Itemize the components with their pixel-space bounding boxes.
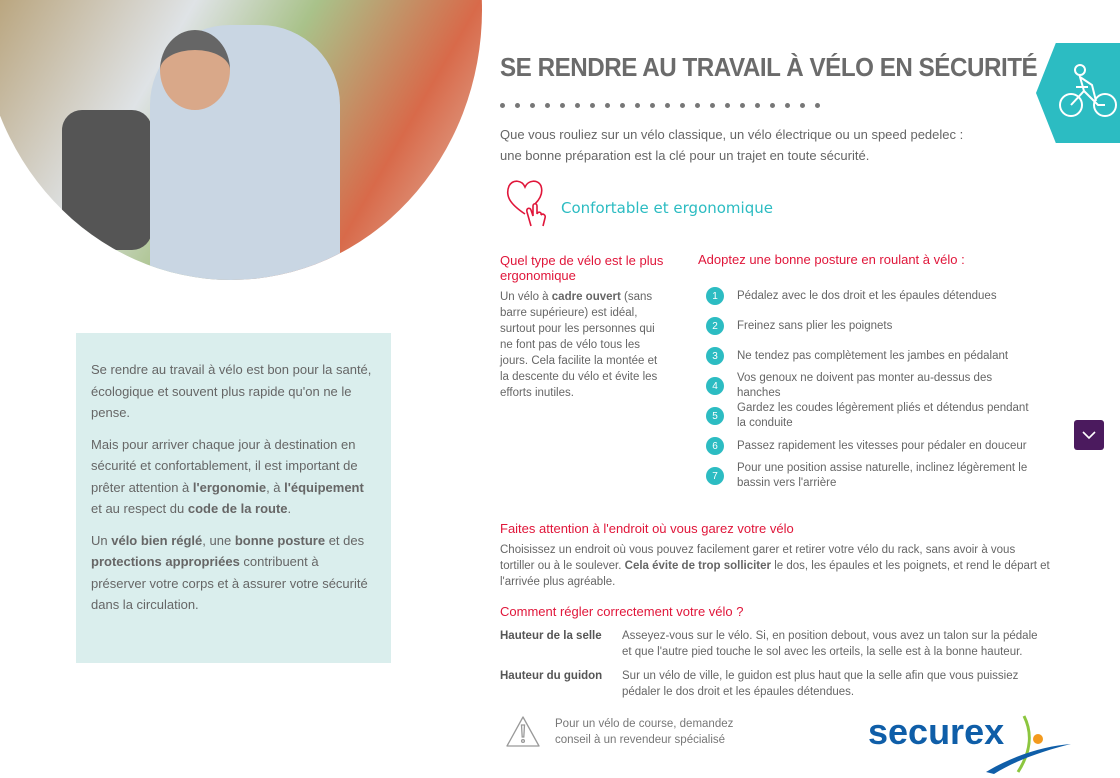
adjust-heading: Comment régler correctement votre vélo ? xyxy=(500,604,744,619)
step-text: Passez rapidement les vitesses pour pédaler en douceur xyxy=(737,439,1027,452)
posture-step xyxy=(698,341,1038,371)
adjust-row-saddle: Hauteur de la selle Asseyez-vous sur le vélo. Si, en position debout, vous avez un talon sur la pédale et que l'autre pied touche le sol avec les orteils, la selle est à la bonne hauteur. xyxy=(500,630,1038,658)
page-title: SE RENDRE AU TRAVAIL À VÉLO EN SÉCURITÉ xyxy=(500,52,1038,82)
summary-p2: Mais pour arriver chaque jour à destination en sécurité et confortablement, il est important de prêter attention à l'ergonomie, à l'équipement et au respect du code de la route. xyxy=(91,436,364,516)
posture-heading: Adoptez une bonne posture en roulant à vélo : xyxy=(698,252,965,267)
step-text: Gardez les coudes légèrement pliés et détendus pendant la conduite xyxy=(737,402,1029,429)
posture-section xyxy=(698,252,1038,491)
dot-divider xyxy=(500,103,820,108)
posture-step xyxy=(698,371,1038,401)
section-header xyxy=(505,178,773,228)
summary-p1: Se rendre au travail à vélo est bon pour la santé, écologique et souvent plus rapide qu'on ne le pense. xyxy=(91,362,372,420)
backpack xyxy=(62,110,152,250)
adjust-section xyxy=(500,604,1050,700)
bike-type-heading: Quel type de vélo est le plus ergonomique xyxy=(500,253,664,283)
summary-box xyxy=(76,333,391,663)
bike-type-section xyxy=(500,253,665,401)
warning-note: Pour un vélo de course, demandez conseil à un revendeur spécialisé xyxy=(505,715,733,749)
cyclist-photo xyxy=(0,0,482,280)
posture-step xyxy=(698,281,1038,311)
svg-text:securex: securex xyxy=(868,711,1005,752)
helmet-head xyxy=(160,30,230,110)
section-heading: Confortable et ergonomique xyxy=(561,199,773,217)
step-text: Freinez sans plier les poignets xyxy=(737,319,893,332)
posture-step xyxy=(698,431,1038,461)
step-text: Ne tendez pas complètement les jambes en pédalant xyxy=(737,349,1009,362)
next-page-button[interactable] xyxy=(1074,420,1104,450)
step-number: 7 xyxy=(706,467,724,485)
step-number: 6 xyxy=(706,437,724,455)
step-text: Pédalez avec le dos droit et les épaules détendues xyxy=(737,289,997,302)
parking-section xyxy=(500,521,1050,590)
posture-step xyxy=(698,461,1038,491)
posture-step xyxy=(698,311,1038,341)
parking-heading: Faites attention à l'endroit où vous garez votre vélo xyxy=(500,521,794,536)
intro-text: Que vous rouliez sur un vélo classique, un vélo électrique ou un speed pedelec : une bonne préparation est la clé pour un trajet en toute sécurité. xyxy=(500,127,964,163)
adjust-row-handlebar: Hauteur du guidon Sur un vélo de ville, le guidon est plus haut que la selle afin que vous puissiez pédaler le dos droit et les épaules détendues. xyxy=(500,670,1019,698)
step-text: Pour une position assise naturelle, inclinez légèrement le bassin vers l'arrière xyxy=(737,462,1028,489)
bike-type-text: Un vélo à cadre ouvert (sans barre supérieure) est idéal, surtout pour les personnes qui ne font pas de vélo tous les jours. Cela facilite la montée et la descente du vélo et évite les efforts inutiles. xyxy=(500,291,658,399)
step-number: 5 xyxy=(706,407,724,425)
warning-icon xyxy=(505,715,541,749)
step-number: 1 xyxy=(706,287,724,305)
step-number: 4 xyxy=(706,377,724,395)
parking-text: Choisissez un endroit où vous pouvez facilement garer et retirer votre vélo du rack, sans avoir à vous tortiller ou à le soulever. Cela évite de trop solliciter le dos, les épaules et les poignets, et rend le départ et l'arrivée plus agréable. xyxy=(500,544,1050,588)
summary-p3: Un vélo bien réglé, une bonne posture et des protections appropriées contribuent à préserver votre corps et à assurer votre sécurité dans la circulation. xyxy=(91,532,368,612)
chevron-down-icon xyxy=(1082,430,1096,440)
heart-hand-icon xyxy=(505,178,557,228)
step-number: 3 xyxy=(706,347,724,365)
securex-logo xyxy=(866,706,1076,778)
step-number: 2 xyxy=(706,317,724,335)
bicycle-icon xyxy=(1036,43,1120,143)
step-text: Vos genoux ne doivent pas monter au-dessus des hanches xyxy=(737,372,993,399)
posture-step xyxy=(698,401,1038,431)
